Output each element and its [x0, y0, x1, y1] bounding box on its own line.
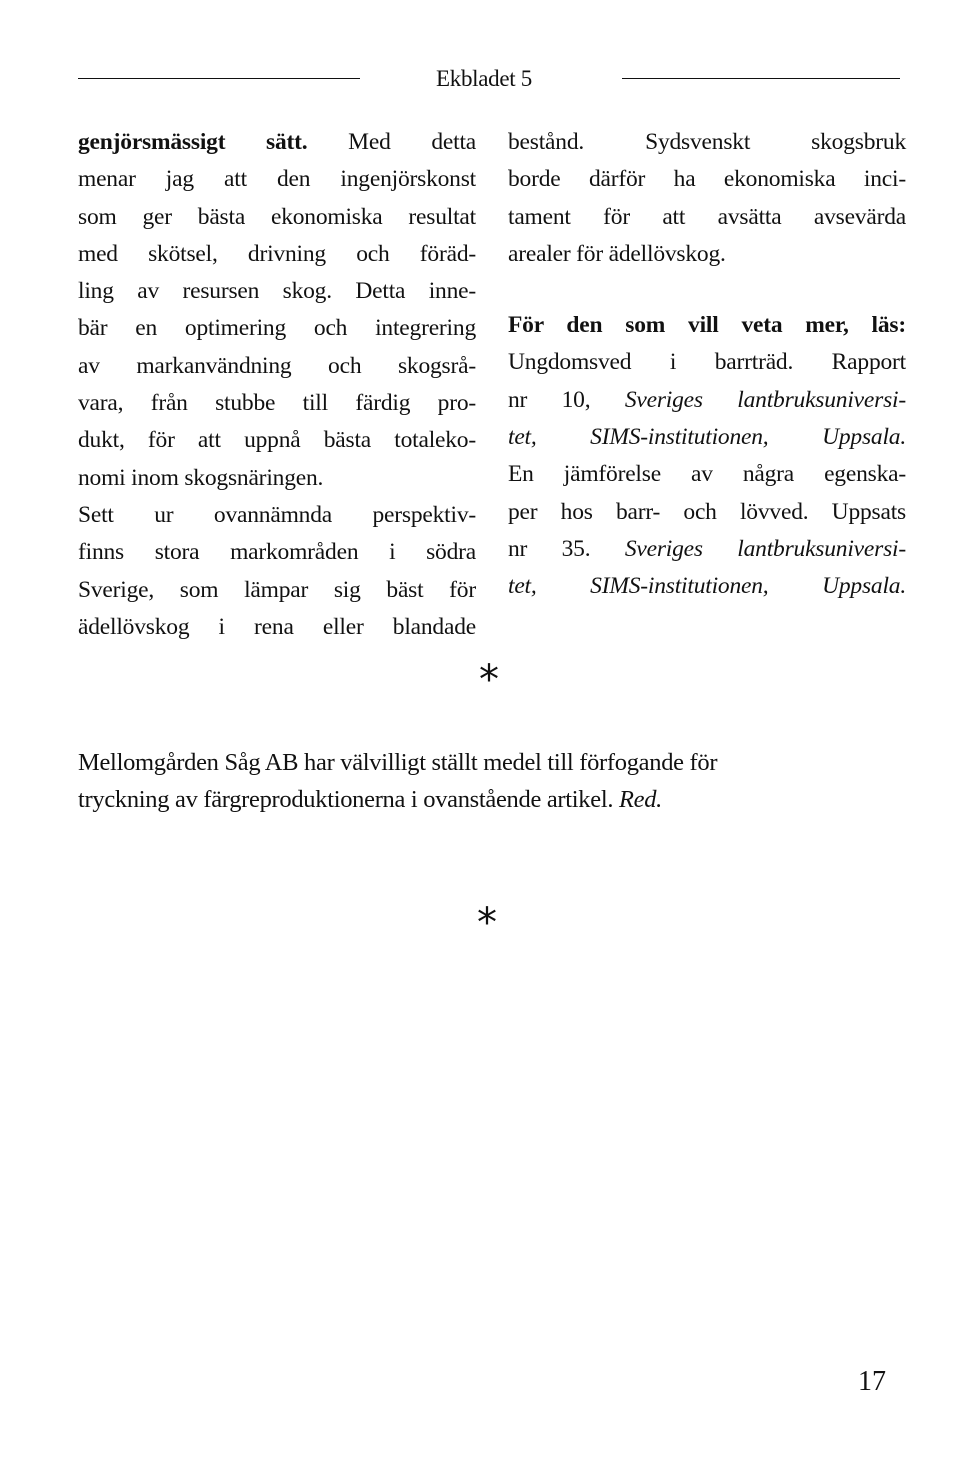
text-line: Sverige, som lämpar sig bäst för — [78, 576, 476, 603]
text-run: nr 35. — [508, 535, 625, 562]
reference-line: tet, SIMS-institutionen, Uppsala. — [508, 424, 906, 451]
text-line: av markanvändning och skogsrå- — [78, 352, 476, 379]
text-run: tryckning av färgreproduktionerna i ovanstående artikel. — [78, 785, 619, 813]
text-line: borde därför ha ekonomiska inci- — [508, 166, 906, 193]
text-run: nr 10, — [508, 386, 625, 413]
text-line: som ger bästa ekonomiska resultat — [78, 203, 476, 230]
reference-line: per hos barr- och lövved. Uppsats — [508, 498, 906, 525]
left-column — [78, 124, 476, 646]
text-line: Mellomgården Såg AB har välvilligt ställt medel till förfogande för — [78, 749, 718, 776]
text-line: bär en optimering och integrering — [78, 315, 476, 342]
italic-run: Sveriges lantbruksuniversi- — [624, 386, 906, 413]
text-line — [78, 124, 476, 161]
text-line: ädellövskog i rena eller blandade — [78, 613, 476, 640]
reference-line: tet, SIMS-institutionen, Uppsala. — [508, 573, 906, 600]
text-line: arealer för ädellövskog. — [508, 240, 726, 267]
paragraph-gap — [508, 273, 906, 307]
text-line: dukt, för att uppnå bästa totaleko- — [78, 427, 476, 454]
text-line: nomi inom skogsnäringen. — [78, 464, 324, 491]
reference-line — [508, 531, 906, 568]
reference-line — [508, 382, 906, 419]
bold-run: genjörsmässigt sätt. — [78, 129, 308, 155]
running-header-title: Ekbladet 5 — [436, 66, 532, 91]
text-line: menar jag att den ingenjörskonst — [78, 166, 476, 193]
further-reading-heading: För den som vill veta mer, läs: — [508, 312, 906, 339]
text-line: Sett ur ovannämnda perspektiv- — [78, 501, 476, 528]
italic-run: Sveriges lantbruksuniversi- — [624, 535, 906, 562]
text-line: ling av resursen skog. Detta inne- — [78, 278, 476, 305]
page-number: 17 — [858, 1366, 886, 1397]
reference-line: En jämförelse av några egenska- — [508, 461, 906, 488]
header-rule-right — [622, 78, 900, 79]
reference-line: Ungdomsved i barrträd. Rapport — [508, 349, 906, 376]
running-header — [78, 66, 900, 100]
editor-signature: Red. — [618, 785, 662, 813]
right-column — [508, 124, 906, 606]
text-line: med skötsel, drivning och föräd- — [78, 240, 476, 267]
header-rule-left — [78, 78, 360, 79]
acknowledgement-paragraph — [78, 745, 904, 818]
section-separator-asterisk: * — [477, 900, 497, 946]
text-line: finns stora markområden i södra — [78, 539, 476, 566]
text-line: tament för att avsätta avsevärda — [508, 203, 906, 230]
text-line: vara, från stubbe till färdig pro- — [78, 390, 476, 417]
section-separator-asterisk: * — [479, 657, 499, 703]
text-line — [78, 782, 904, 819]
text-run: Med detta — [307, 129, 476, 155]
text-line: bestånd. Sydsvenskt skogsbruk — [508, 129, 906, 155]
